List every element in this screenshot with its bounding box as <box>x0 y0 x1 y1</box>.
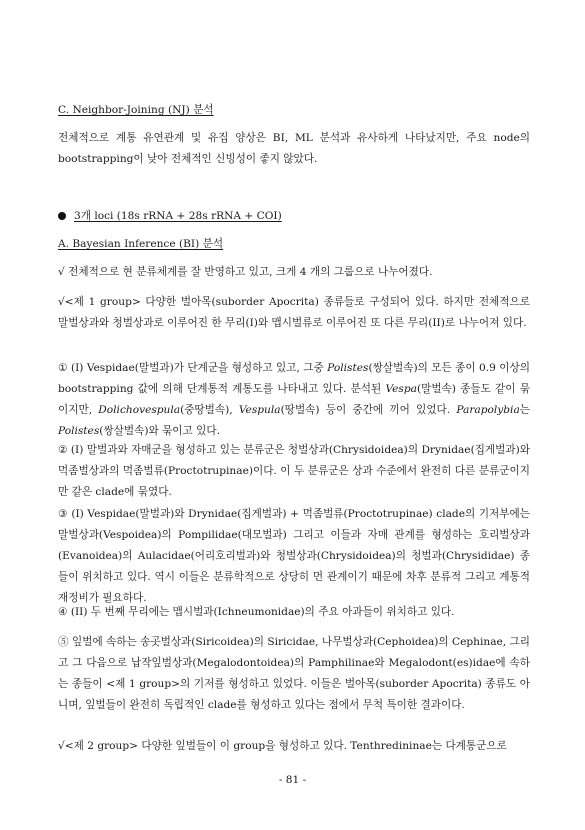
section-a-heading: A. Bayesian Inference (BI) 분석 <box>58 238 224 250</box>
group-2-description: √<제 2 group> 다양한 잎벌들이 이 group을 형성하고 있다. Tenthredininae는 다계통군으로 <box>58 740 507 752</box>
item-4-paragraph: ④ (II) 두 번째 무리에는 맵시벌과(Ichneumonidae)의 주요 아과들이 위치하고 있다. <box>58 606 455 618</box>
check-summary: √ 전체적으로 현 분류체계를 잘 반영하고 있고, 크게 4 개의 그룹으로 나누어졌다. <box>58 266 433 278</box>
section-c-heading: C. Neighbor-Joining (NJ) 분석 <box>58 104 214 116</box>
bullet-icon <box>58 212 66 220</box>
loci-heading: 3개 loci (18s rRNA + 28s rRNA + COI) <box>74 210 282 222</box>
page-number: - 81 - <box>278 774 307 786</box>
item-5-paragraph: ⑤ 잎벌에 속하는 송곳벌상과(Siricoidea)의 Siricidae, 나무벌상과(Cephoidea)의 Cephinae, 그리고 그 다음으로 납작잎벌상과(Megalodontoidea)의 Pamphilinae와 Megalodont(es)idae에 속하는 종들이 <제 1 group>의 기저를 형성하고 있었다. 이들은 벌아목(suborder Apocrita) 종류도 아니며, 잎벌들이 완전히 독립적인 clade를 형성하고 있다는 점에서 무척 특이한 결과이다. <box>58 636 530 711</box>
item-3-paragraph: ③ (I) Vespidae(말벌과)와 Drynidae(집게벌과) + 먹좀벌류(Proctotrupinae) clade의 기저부에는 말벌상과(Vespoidea)의 Pompilidae(대모벌과) 그리고 이들과 자매 관계를 형성하는 호리벌상과(Evanoidea)의 Aulacidae(어리호리벌과)와 청벌상과(Chrysidoidea)의 청벌과(Chrysididae) 종들이 위치하고 있다. 역시 이들은 분류학적으로 상당히 먼 관계이기 때문에 차후 분류적 그리고 계통적 재정비가 필요하다. <box>58 508 530 604</box>
item-2-paragraph: ② (I) 말벌과와 자매군을 형성하고 있는 분류군은 청벌상과(Chrysidoidea)의 Drynidae(집게벌과)와 먹좀벌상과의 먹좀벌류(Proctotrupinae)이다. 이 두 분류군은 상과 수준에서 완전히 다른 분류군이지만 같은 clade에 묶였다. <box>58 444 530 498</box>
loci-heading-line <box>58 206 530 227</box>
group-1-description: √<제 1 group> 다양한 벌아목(suborder Apocrita) 종류들로 구성되어 있다. 하지만 전체적으로 말벌상과와 청벌상과로 이루어진 한 무리(I)와 맵시벌류로 이루어진 또 다른 무리(II)로 나누어져 있다. <box>58 296 530 329</box>
item-1-paragraph: ① (I) Vespidae(말벌과)가 단계군을 형성하고 있고, 그중 Polistes(쌍살벌속)의 모든 종이 0.9 이상의 bootstrapping 값에 의해 단계통적 계통도를 나타내고 있다. 분석된 Vespa(말벌속) 종들도 같이 묶이지만, Dolichovespula(중땅벌속), Vespula(땅벌속) 등이 중간에 끼어 있었다. Parapolybia는 Polistes(쌍살벌속)와 묶이고 있다. <box>58 362 530 437</box>
section-c-body: 전체적으로 계통 유연관계 및 유집 양상은 BI, ML 분석과 유사하게 나타났지만, 주요 node의 bootstrapping이 낮아 전체적인 신빙성이 좋지 않았다. <box>58 132 530 165</box>
